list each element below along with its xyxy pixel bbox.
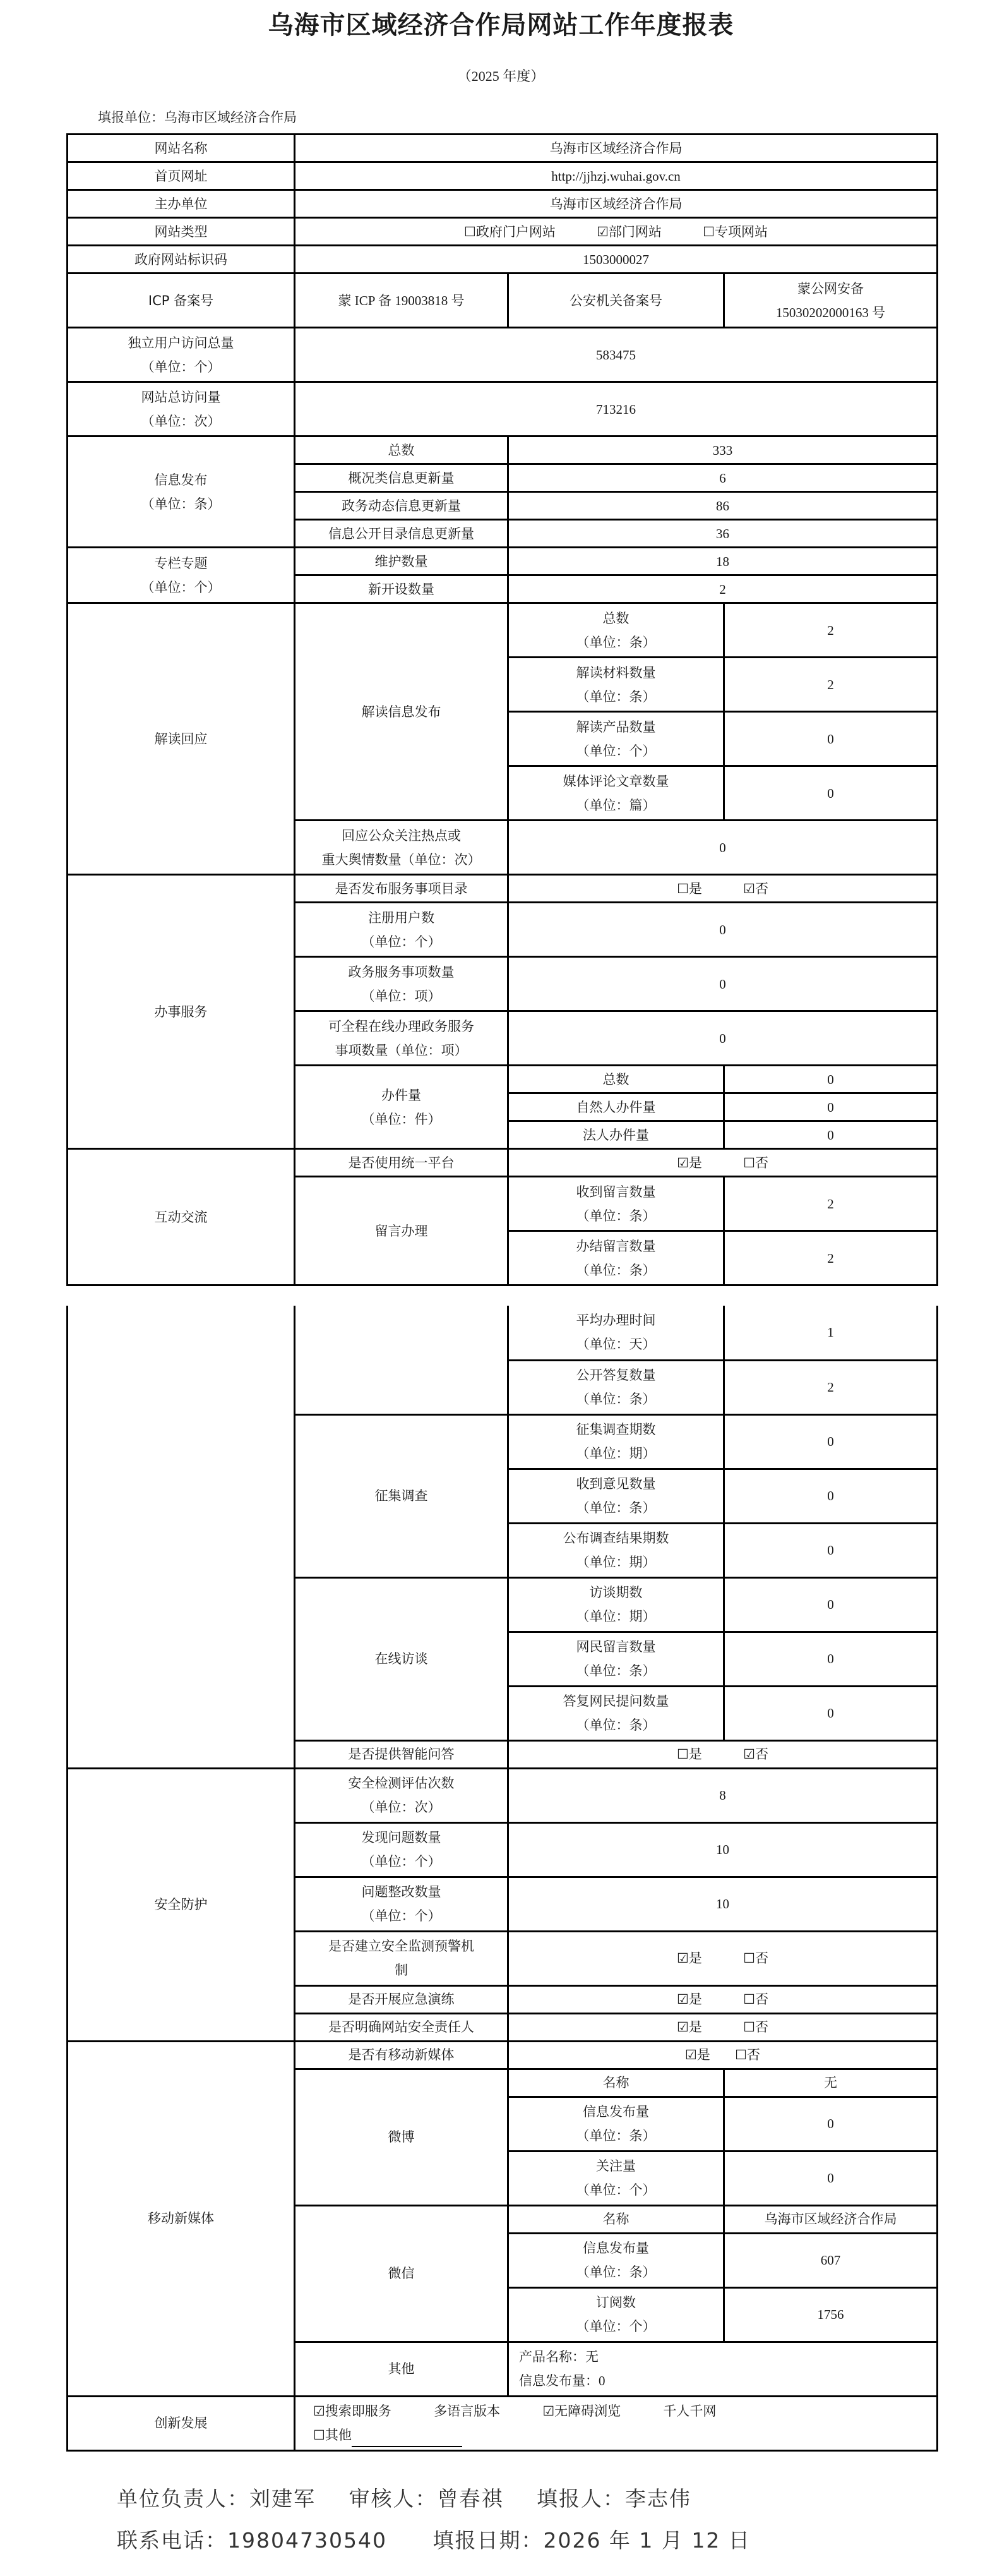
police-value — [724, 274, 938, 328]
label-line: 订阅数 — [596, 2295, 636, 2310]
value: 2 — [724, 1360, 938, 1414]
homepage-link[interactable]: http://jjhzj.wuhai.gov.cn — [295, 162, 938, 190]
unit-line: （单位：个） — [576, 2182, 656, 2198]
unit-line: （单位：个） — [576, 2319, 656, 2334]
label-line: 回应公众关注热点或 — [342, 828, 461, 843]
checked-box-icon: ☑ — [677, 1155, 689, 1171]
filler-label: 填报人： — [537, 2486, 625, 2511]
option-label: 无障碍浏览 — [554, 2404, 621, 2419]
checkbox-gov-portal[interactable] — [464, 220, 556, 244]
option-label: 是 — [688, 1155, 702, 1171]
value: 6 — [508, 464, 938, 492]
label-line: 答复网民提问数量 — [563, 1694, 669, 1709]
unit-line: （单位：个） — [141, 579, 221, 595]
label — [68, 328, 295, 382]
site-code-value: 1503000027 — [295, 246, 938, 274]
value: 2 — [724, 658, 938, 712]
value: 0 — [724, 1523, 938, 1577]
label — [508, 1177, 724, 1231]
label — [508, 658, 724, 712]
checkbox-yes[interactable] — [677, 1946, 702, 1970]
label: 自然人办件量 — [508, 1093, 724, 1121]
row-site-type — [68, 218, 938, 246]
row-site-code — [68, 246, 938, 274]
unit-line: （单位：条） — [576, 1718, 656, 1733]
label-line: 发现问题数量 — [361, 1830, 441, 1845]
value: 0 — [724, 766, 938, 821]
label — [508, 1632, 724, 1686]
label: 是否提供智能问答 — [295, 1740, 508, 1768]
label: 首页网址 — [68, 162, 295, 190]
head-label: 单位负责人： — [117, 2486, 249, 2511]
option-label: 否 — [754, 1155, 768, 1171]
innovation-line-1 — [313, 2399, 934, 2423]
label: 政务动态信息更新量 — [295, 492, 508, 520]
option-label: 否 — [754, 1992, 768, 2007]
value: 0 — [724, 1066, 938, 1093]
label: 是否开展应急演练 — [295, 1985, 508, 2013]
option-label: 是 — [688, 881, 702, 896]
unit-line: （单位：期） — [576, 1555, 656, 1570]
unit-line: （单位：条） — [576, 2128, 656, 2143]
unit-line: （单位：个） — [361, 1854, 441, 1869]
label: 法人办件量 — [508, 1121, 724, 1149]
innovation-line-2 — [313, 2423, 934, 2447]
row-innovation — [68, 2396, 938, 2450]
label: 概况类信息更新量 — [295, 464, 508, 492]
unit-line: （单位：条） — [576, 2265, 656, 2280]
unchecked-box-icon: ☐ — [735, 2047, 747, 2062]
value: 0 — [508, 1011, 938, 1066]
unit-line: 事项数量（单位：项） — [335, 1042, 468, 1058]
label: 维护数量 — [295, 548, 508, 575]
label — [508, 1469, 724, 1523]
unit-line: （单位：项） — [361, 988, 441, 1004]
label — [295, 1768, 508, 1822]
label: 政府网站标识码 — [68, 246, 295, 274]
unit-line: （单位：条） — [141, 496, 221, 512]
option-label: 千人千网 — [663, 2404, 717, 2419]
date-label: 填报日期： — [432, 2528, 544, 2553]
interview-label: 在线访谈 — [295, 1577, 508, 1740]
label: 网站名称 — [68, 135, 295, 162]
checkbox-special-site[interactable] — [703, 220, 768, 244]
value: 0 — [724, 1632, 938, 1686]
option-personalized[interactable] — [663, 2399, 716, 2423]
label-line: 是否建立安全监测预警机 — [328, 1939, 474, 1954]
unchecked-box-icon: ☐ — [677, 881, 689, 896]
option-label: 否 — [754, 1951, 768, 1966]
option-label: 专项网站 — [715, 224, 768, 239]
label-line: 网站总访问量 — [141, 389, 221, 405]
value: 0 — [724, 1469, 938, 1523]
label-line: 解读材料数量 — [576, 665, 656, 680]
checkbox-other[interactable] — [313, 2423, 352, 2447]
label-line: 平均办理时间 — [576, 1313, 656, 1328]
innovation-options — [295, 2396, 938, 2450]
label-line: 注册用户数 — [368, 910, 434, 925]
unit-line: （单位：条） — [576, 689, 656, 704]
label: 总数 — [295, 436, 508, 464]
row-int-avg-time — [68, 1306, 938, 1360]
innovation-label: 创新发展 — [68, 2396, 295, 2450]
label-line: 媒体评论文章数量 — [563, 773, 669, 789]
label-line: 政务服务事项数量 — [348, 964, 455, 980]
row-interp-total — [68, 603, 938, 658]
uv-value: 583475 — [295, 328, 938, 382]
head-name: 刘建军 — [249, 2486, 316, 2511]
value: 0 — [724, 2151, 938, 2205]
row-uv — [68, 328, 938, 382]
unit-line: （单位：条） — [576, 1500, 656, 1515]
label: ICP 备案号 — [68, 274, 295, 328]
label: 名称 — [508, 2069, 724, 2097]
value: 36 — [508, 520, 938, 548]
label: 是否发布服务事项目录 — [295, 875, 508, 903]
label-line: 可全程在线办理政务服务 — [328, 1018, 474, 1034]
option-label: 是 — [696, 2047, 710, 2062]
row-host — [68, 190, 938, 218]
option-label: 是 — [688, 2019, 702, 2035]
product-posts: 信息发布量：0 — [519, 2373, 605, 2388]
checkbox-yes[interactable] — [677, 877, 702, 901]
unchecked-box-icon: ☐ — [743, 1155, 755, 1171]
label-line: 关注量 — [596, 2158, 636, 2174]
label-line: 信息发布 — [154, 472, 208, 488]
label-line: 专栏专题 — [154, 555, 208, 571]
label-line: 访谈期数 — [589, 1585, 643, 1600]
label: 主办单位 — [68, 190, 295, 218]
unit-line: （单位：件） — [361, 1111, 441, 1127]
unit-line: （单位：条） — [576, 1262, 656, 1278]
value: 86 — [508, 492, 938, 520]
yes-no — [508, 2041, 938, 2069]
value: 2 — [724, 1177, 938, 1231]
services-label: 办事服务 — [68, 875, 295, 1149]
police-label: 公安机关备案号 — [508, 274, 724, 328]
checked-box-icon: ☑ — [313, 2404, 325, 2419]
label — [508, 2097, 724, 2151]
label — [295, 903, 508, 957]
option-label: 其他 — [325, 2428, 352, 2443]
cases-label — [295, 1066, 508, 1149]
messages-label: 留言办理 — [295, 1177, 508, 1285]
product-name: 产品名称：无 — [519, 2349, 599, 2364]
value: 0 — [724, 1686, 938, 1740]
label-line: 公布调查结果期数 — [563, 1531, 669, 1546]
row-pv — [68, 382, 938, 436]
option-label: 否 — [754, 2019, 768, 2035]
option-multilingual[interactable] — [434, 2399, 500, 2423]
host-value: 乌海市区域经济合作局 — [295, 190, 938, 218]
checkbox-yes[interactable] — [677, 1742, 702, 1766]
label-line: 制 — [395, 1963, 408, 1978]
option-label: 是 — [688, 1747, 702, 1762]
unchecked-box-icon: ☐ — [743, 1992, 755, 2007]
site-type-options — [295, 218, 938, 246]
row-homepage — [68, 162, 938, 190]
label — [508, 2287, 724, 2342]
checkbox-no[interactable] — [743, 877, 768, 901]
label — [295, 1011, 508, 1066]
value: 1756 — [724, 2287, 938, 2342]
unchecked-box-icon: ☐ — [703, 224, 715, 239]
unit-line: （单位：个） — [141, 359, 221, 375]
value: 乌海市区域经济合作局 — [724, 2205, 938, 2233]
wechat-label: 微信 — [295, 2205, 508, 2342]
info-publish-label — [68, 436, 295, 548]
row-int-platform — [68, 1149, 938, 1177]
unchecked-box-icon: ☐ — [677, 1747, 689, 1762]
checkbox-no[interactable] — [743, 1946, 768, 1970]
value: 0 — [508, 821, 938, 875]
checkbox-dept-site[interactable] — [597, 220, 662, 244]
value: 333 — [508, 436, 938, 464]
icp-value: 蒙 ICP 备 19003818 号 — [295, 274, 508, 328]
label-line: 独立用户访问总量 — [128, 335, 234, 351]
checkbox-no[interactable] — [743, 1151, 768, 1175]
label — [68, 382, 295, 436]
label: 是否明确网站安全责任人 — [295, 2013, 508, 2041]
date-value: 2026 年 1 月 12 日 — [543, 2528, 751, 2553]
unit-line: （单位：次） — [361, 1800, 441, 1815]
police-line-2: 15030202000163 号 — [775, 304, 886, 320]
label-line: 收到留言数量 — [576, 1184, 656, 1200]
checked-box-icon: ☑ — [743, 881, 755, 896]
label: 是否使用统一平台 — [295, 1149, 508, 1177]
footer-contact — [117, 2524, 751, 2554]
label — [508, 1686, 724, 1740]
filler-name: 李志伟 — [625, 2486, 691, 2511]
checkbox-yes[interactable] — [685, 2043, 710, 2067]
unit-line: （单位：个） — [361, 934, 441, 949]
label-line: 信息发布量 — [583, 2241, 649, 2256]
row-svc-catalog — [68, 875, 938, 903]
value: 0 — [724, 712, 938, 766]
checkbox-no[interactable] — [743, 2015, 768, 2039]
label — [295, 1822, 508, 1877]
yes-no — [508, 1931, 938, 1985]
option-label: 是 — [688, 1951, 702, 1966]
label — [295, 1877, 508, 1931]
checkbox-no[interactable] — [743, 1987, 768, 2011]
label: 网站类型 — [68, 218, 295, 246]
checked-box-icon: ☑ — [542, 2404, 555, 2419]
label-line: 公开答复数量 — [576, 1368, 656, 1383]
mobile-label: 移动新媒体 — [68, 2041, 295, 2396]
unit-line: （单位：个） — [361, 1908, 441, 1923]
report-table-page-2 — [66, 1306, 938, 2452]
label: 总数 — [508, 1066, 724, 1093]
unit-line: （单位：期） — [576, 1446, 656, 1461]
yes-no — [508, 1149, 938, 1177]
value: 无 — [724, 2069, 938, 2097]
weibo-label: 微博 — [295, 2069, 508, 2205]
option-label: 部门网站 — [608, 224, 662, 239]
label-line: 总数 — [602, 610, 629, 626]
columns-label — [68, 548, 295, 603]
value: 0 — [508, 903, 938, 957]
label — [508, 712, 724, 766]
pv-value: 713216 — [295, 382, 938, 436]
interaction-label-cont — [68, 1306, 295, 1768]
reviewer-label: 审核人： — [349, 2486, 438, 2511]
report-year: （2025 年度） — [457, 68, 545, 84]
value: 10 — [508, 1877, 938, 1931]
label — [295, 1931, 508, 1985]
label — [295, 821, 508, 875]
label: 信息公开目录信息更新量 — [295, 520, 508, 548]
unchecked-box-icon: ☐ — [313, 2428, 325, 2443]
checked-box-icon: ☑ — [597, 224, 609, 239]
option-label: 否 — [754, 881, 768, 896]
unit-line: （单位：个） — [576, 743, 656, 759]
label — [508, 766, 724, 821]
value: 2 — [724, 603, 938, 658]
label-line: 办件量 — [381, 1087, 421, 1103]
label-line: 网民留言数量 — [576, 1639, 656, 1654]
label: 是否有移动新媒体 — [295, 2041, 508, 2069]
option-label: 多语言版本 — [434, 2404, 501, 2419]
checkbox-accessibility[interactable] — [542, 2399, 621, 2423]
label — [508, 1577, 724, 1632]
interpretation-label: 解读回应 — [68, 603, 295, 875]
unit-line: （单位：天） — [576, 1337, 656, 1352]
label — [508, 1414, 724, 1469]
yes-no — [508, 875, 938, 903]
police-line-1: 蒙公网安备 — [797, 280, 864, 296]
unchecked-box-icon: ☐ — [743, 1951, 755, 1966]
value: 607 — [724, 2233, 938, 2287]
interaction-label: 互动交流 — [68, 1149, 295, 1285]
label-line: 问题整改数量 — [361, 1884, 441, 1899]
checked-box-icon: ☑ — [685, 2047, 697, 2062]
footer-signatures — [117, 2483, 691, 2512]
option-label: 政府门户网站 — [475, 224, 556, 239]
option-label: 否 — [754, 1747, 768, 1762]
label — [508, 1523, 724, 1577]
value: 0 — [724, 1414, 938, 1469]
filling-unit: 填报单位：乌海市区域经济合作局 — [98, 110, 297, 125]
value: 0 — [724, 1093, 938, 1121]
interpretation-sub-label: 解读信息发布 — [295, 603, 508, 821]
unchecked-box-icon: ☐ — [464, 224, 476, 239]
value: 10 — [508, 1822, 938, 1877]
row-columns-maintained — [68, 548, 938, 575]
site-name-value: 乌海市区域经济合作局 — [295, 135, 938, 162]
row-info-total — [68, 436, 938, 464]
security-label: 安全防护 — [68, 1768, 295, 2041]
checkbox-yes[interactable] — [677, 1987, 702, 2011]
unchecked-box-icon: ☐ — [743, 2019, 755, 2035]
unit-line: （单位：条） — [576, 1663, 656, 1678]
value: 1 — [724, 1306, 938, 1360]
checkbox-search-service[interactable] — [313, 2399, 391, 2423]
row-icp — [68, 274, 938, 328]
value: 2 — [724, 1231, 938, 1285]
value: 18 — [508, 548, 938, 575]
unit-line: （单位：条） — [576, 634, 656, 650]
survey-label: 征集调查 — [295, 1414, 508, 1577]
report-title: 乌海市区域经济合作局网站工作年度报表 — [268, 11, 734, 40]
other-label: 其他 — [295, 2342, 508, 2396]
checkbox-no[interactable] — [743, 1742, 768, 1766]
checked-box-icon: ☑ — [677, 1992, 689, 2007]
checkbox-no[interactable] — [735, 2043, 760, 2067]
value: 0 — [724, 1121, 938, 1149]
phone-value: 19804730540 — [227, 2528, 387, 2553]
value: 2 — [508, 575, 938, 603]
other-value — [508, 2342, 938, 2396]
label — [508, 2151, 724, 2205]
label-line: 收到意见数量 — [576, 1476, 656, 1491]
unit-line: （单位：条） — [576, 1208, 656, 1224]
unit-line: （单位：期） — [576, 1609, 656, 1624]
label: 名称 — [508, 2205, 724, 2233]
yes-no — [508, 1740, 938, 1768]
label — [508, 1231, 724, 1285]
row-sec-checks — [68, 1768, 938, 1822]
report-table-page-1 — [66, 133, 938, 1286]
row-site-name — [68, 135, 938, 162]
option-label: 否 — [746, 2047, 760, 2062]
unit-line: 重大舆情数量（单位：次） — [321, 852, 481, 867]
unit-line: （单位：次） — [141, 413, 221, 429]
value: 8 — [508, 1768, 938, 1822]
phone-label: 联系电话： — [117, 2528, 227, 2553]
unit-line: （单位：条） — [576, 1392, 656, 1407]
label — [508, 2233, 724, 2287]
label — [508, 603, 724, 658]
label — [295, 957, 508, 1011]
unit-line: （单位：篇） — [576, 797, 656, 813]
checked-box-icon: ☑ — [743, 1747, 755, 1762]
value: 0 — [724, 2097, 938, 2151]
messages-label-cont — [295, 1306, 508, 1414]
label — [508, 1306, 724, 1360]
checkbox-yes[interactable] — [677, 2015, 702, 2039]
value: 0 — [508, 957, 938, 1011]
label-line: 办结留言数量 — [576, 1238, 656, 1254]
other-blank-field[interactable] — [352, 2429, 462, 2447]
label — [508, 1360, 724, 1414]
yes-no — [508, 1985, 938, 2013]
checked-box-icon: ☑ — [677, 1951, 689, 1966]
checkbox-yes[interactable] — [677, 1151, 702, 1175]
label-line: 解读产品数量 — [576, 719, 656, 735]
checked-box-icon: ☑ — [677, 2019, 689, 2035]
option-label: 是 — [688, 1992, 702, 2007]
row-mob-has — [68, 2041, 938, 2069]
label-line: 安全检测评估次数 — [348, 1776, 455, 1791]
option-label: 搜索即服务 — [325, 2404, 391, 2419]
reviewer-name: 曾春祺 — [437, 2486, 504, 2511]
label: 新开设数量 — [295, 575, 508, 603]
yes-no — [508, 2013, 938, 2041]
label-line: 信息发布量 — [583, 2104, 649, 2119]
label-line: 征集调查期数 — [576, 1422, 656, 1437]
value: 0 — [724, 1577, 938, 1632]
